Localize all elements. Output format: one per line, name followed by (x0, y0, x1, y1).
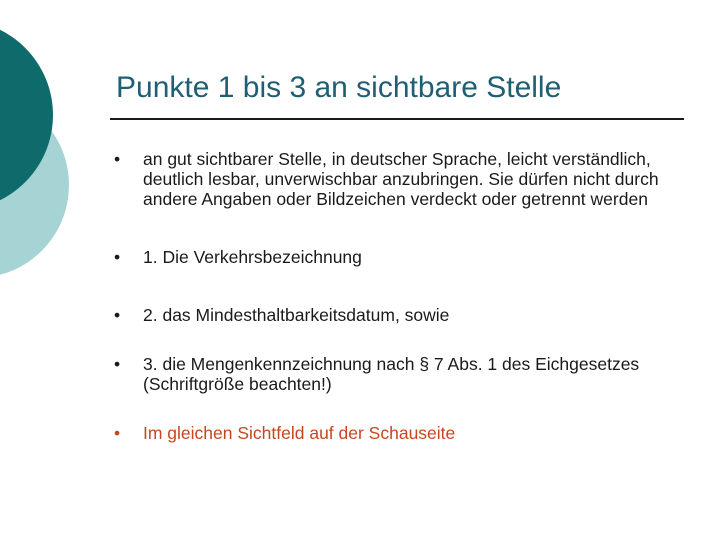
bullet-text: 2. das Mindesthaltbarkeitsdatum, sowie (143, 305, 450, 325)
bullet-dot: • (114, 423, 121, 443)
bullet-item-mengenkennzeichnung (114, 354, 674, 394)
bullet-text: 1. Die Verkehrsbezeichnung (143, 247, 362, 267)
bullet-dot: • (114, 149, 121, 169)
bullet-text: Im gleichen Sichtfeld auf der Schauseite (143, 423, 456, 443)
bullet-dot: • (114, 247, 121, 267)
title-underline (110, 118, 684, 120)
bullet-item-mindesthaltbarkeitsdatum (114, 305, 674, 325)
bullet-item-sichtfeld (114, 423, 674, 443)
bullet-item-requirements (114, 149, 674, 209)
bullet-dot: • (114, 354, 121, 374)
bullet-item-verkehrsbezeichnung (114, 247, 674, 267)
bullet-text: 3. die Mengenkennzeichnung nach § 7 Abs. 1 des Eichgesetzes (Schriftgröße beachten!) (143, 354, 640, 394)
decorative-corner-circles (0, 0, 110, 300)
slide-title: Punkte 1 bis 3 an sichtbare Stelle (116, 71, 562, 104)
bullet-dot: • (114, 305, 121, 325)
bullet-list (114, 149, 674, 443)
bullet-text: an gut sichtbarer Stelle, in deutscher Sprache, leicht verständlich, deutlich lesbar, unverwischbar anzubringen. Sie dürfen nicht durch andere Angaben oder Bildzeichen verdeckt oder getrennt werden (143, 149, 659, 209)
